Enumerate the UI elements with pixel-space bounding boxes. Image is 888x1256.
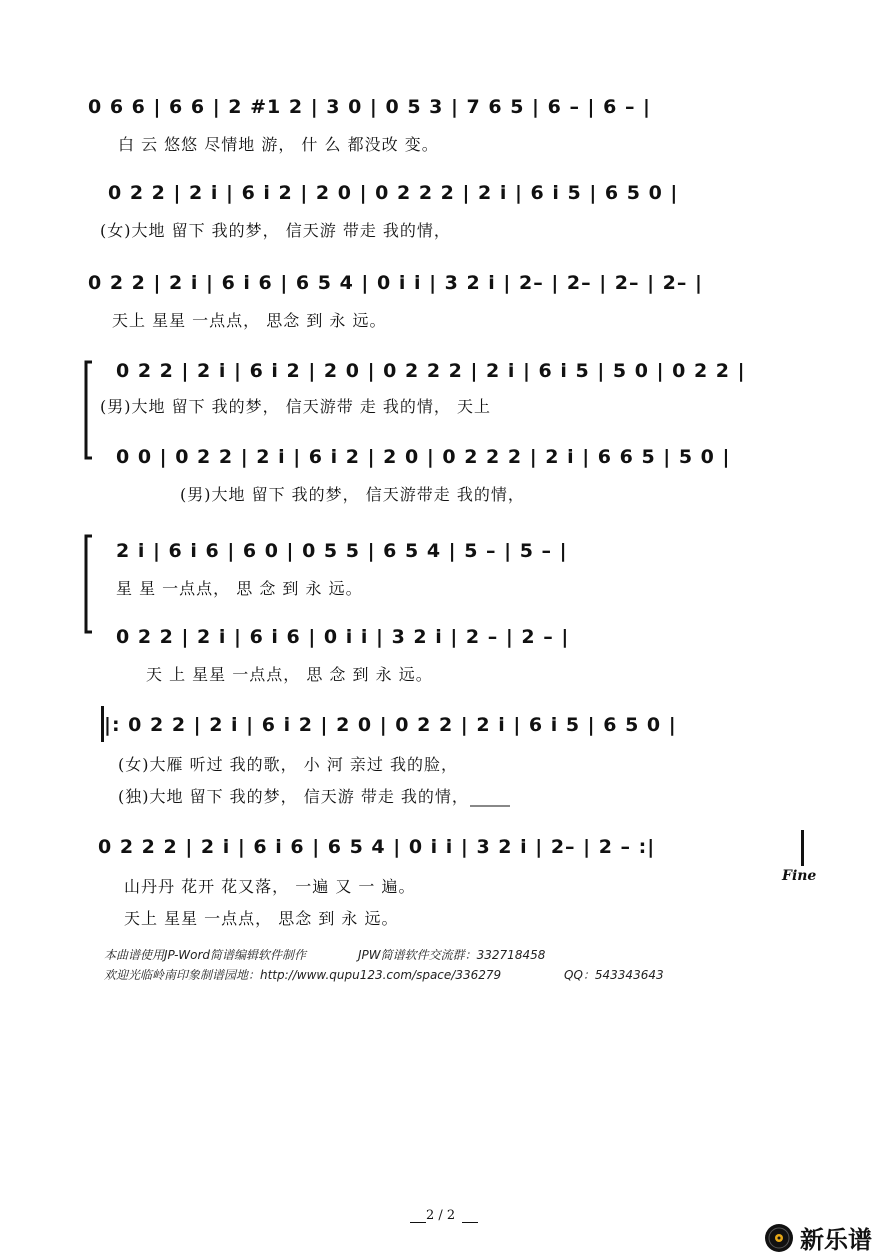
- notes-row-6: 2 i | 6 i 6 | 6 0 | 0 5 5 | 6 5 4 | 5 – | 5 – |: [116, 540, 568, 562]
- lyrics-row-3: 天上 星星 一点点， 思念 到 永 远。: [112, 311, 387, 330]
- vinyl-record-icon: [764, 1223, 794, 1253]
- footer-qq-group: JPW简谱软件交流群：332718458: [358, 948, 546, 962]
- system-bracket-1: [86, 362, 92, 458]
- fine-marking: Fine: [782, 868, 817, 884]
- footer-software-credit: 本曲谱使用JP-Word简谱编辑软件制作: [104, 948, 306, 962]
- notes-row-5: 0 0 | 0 2 2 | 2 i | 6 i 2 | 2 0 | 0 2 2 2 | 2 i | 6 6 5 | 5 0 |: [116, 446, 731, 468]
- lyrics-row-5: (男)大地 留下 我的梦， 信天游带走 我的情，: [180, 485, 525, 504]
- lyrics-row-9b: 天上 星星 一点点， 思念 到 永 远。: [124, 909, 399, 928]
- notes-row-3: 0 2 2 | 2 i | 6 i 6 | 6 5 4 | 0 i i | 3 2 i | 2– | 2– | 2– | 2– |: [88, 272, 703, 294]
- lyrics-row-8b: (独)大地 留下 我的梦， 信天游 带走 我的情，: [118, 787, 469, 806]
- lyrics-row-8a: (女)大雁 听过 我的歌， 小 河 亲过 我的脸，: [118, 755, 459, 774]
- lyrics-row-1: 白 云 悠悠 尽情地 游， 什 么 都没改 变。: [118, 135, 439, 154]
- lyrics-row-9a: 山丹丹 花开 花又落， 一遍 又 一 遍。: [124, 877, 416, 896]
- notes-row-4: 0 2 2 | 2 i | 6 i 2 | 2 0 | 0 2 2 2 | 2 i | 6 i 5 | 5 0 | 0 2 2 |: [116, 360, 746, 382]
- lyrics-row-6: 星 星 一点点， 思 念 到 永 远。: [116, 579, 363, 598]
- page-number-rule-right: [462, 1222, 478, 1223]
- lyrics-row-4: (男)大地 留下 我的梦， 信天游带 走 我的情， 天上: [100, 397, 492, 416]
- system-bracket-2: [86, 536, 92, 632]
- notes-row-1: 0 6 6 | 6 6 | 2 #1 2 | 3 0 | 0 5 3 | 7 6 5 | 6 – | 6 – |: [88, 96, 651, 118]
- lyrics-row-7: 天 上 星星 一点点， 思 念 到 永 远。: [146, 665, 433, 684]
- notes-row-2: 0 2 2 | 2 i | 6 i 2 | 2 0 | 0 2 2 2 | 2 i | 6 i 5 | 6 5 0 |: [108, 182, 679, 204]
- lyrics-row-2: (女)大地 留下 我的梦， 信天游 带走 我的情，: [100, 221, 451, 240]
- repeat-end-thick: [801, 830, 804, 866]
- notes-row-8: |: 0 2 2 | 2 i | 6 i 2 | 2 0 | 0 2 2 | 2 i | 6 i 5 | 6 5 0 |: [104, 714, 677, 736]
- footer-website: 欢迎光临岭南印象制谱园地：http://www.qupu123.com/space/336279: [104, 968, 502, 982]
- site-logo[interactable]: [764, 1220, 872, 1255]
- notes-row-9: 0 2 2 2 | 2 i | 6 i 6 | 6 5 4 | 0 i i | 3 2 i | 2– | 2 – :|: [98, 836, 656, 858]
- footer-qq: QQ：543343643: [564, 968, 664, 982]
- logo-text: 新乐谱: [800, 1226, 872, 1254]
- notes-row-7: 0 2 2 | 2 i | 6 i 6 | 0 i i | 3 2 i | 2 – | 2 – |: [116, 626, 570, 648]
- page-number: 2 / 2: [426, 1208, 456, 1223]
- page-number-rule-left: [410, 1222, 426, 1223]
